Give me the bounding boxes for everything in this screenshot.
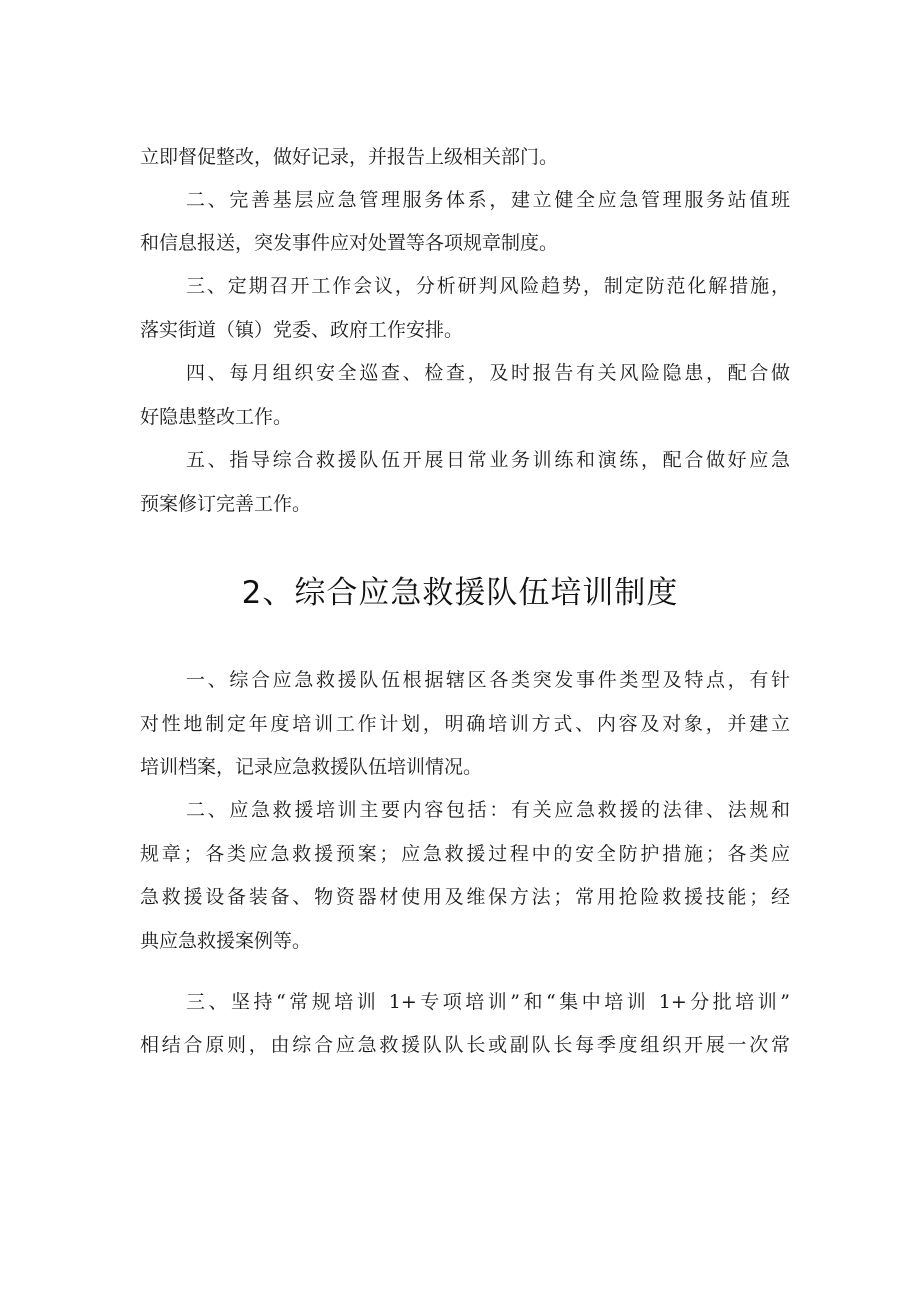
paragraph-line: 预案修订完善工作。: [140, 493, 312, 515]
paragraph-line: 相结合原则，由综合应急救援队队长或副队长每季度组织开展一次常: [140, 1034, 790, 1056]
paragraph-line: 和信息报送，突发事件应对处置等各项规章制度。: [140, 232, 559, 254]
paragraph-line: 培训档案，记录应急救援队伍培训情况。: [140, 756, 483, 778]
paragraph-line: 立即督促整改，做好记录，并报告上级相关部门。: [140, 146, 559, 168]
paragraph-line: 二、应急救援培训主要内容包括：有关应急救援的法律、法规和: [186, 799, 790, 821]
paragraph-line: 一、综合应急救援队伍根据辖区各类突发事件类型及特点，有针: [186, 669, 790, 691]
paragraph-line: 对性地制定年度培训工作计划，明确培训方式、内容及对象，并建立: [140, 713, 790, 735]
section-heading: 2、综合应急救援队伍培训制度: [241, 575, 679, 611]
paragraph-line: 急救援设备装备、物资器材使用及维保方法；常用抢险救援技能；经: [140, 886, 790, 908]
paragraph-line: 五、指导综合救援队伍开展日常业务训练和演练，配合做好应急: [186, 449, 790, 471]
paragraph-line: 四、每月组织安全巡查、检查，及时报告有关风险隐患，配合做: [186, 362, 790, 384]
paragraph-line: 规章；各类应急救援预案；应急救援过程中的安全防护措施；各类应: [140, 843, 790, 865]
paragraph-line: 二、完善基层应急管理服务体系，建立健全应急管理服务站值班: [186, 189, 790, 211]
paragraph-line: 三、坚持“常规培训 1+专项培训”和“集中培训 1+分批培训”: [186, 991, 790, 1013]
paragraph-line: 三、定期召开工作会议，分析研判风险趋势，制定防范化解措施，: [186, 275, 790, 297]
paragraph-line: 好隐患整改工作。: [140, 406, 293, 428]
paragraph-line: 落实街道（镇）党委、政府工作安排。: [140, 319, 464, 341]
paragraph-line: 典应急救援案例等。: [140, 930, 312, 952]
